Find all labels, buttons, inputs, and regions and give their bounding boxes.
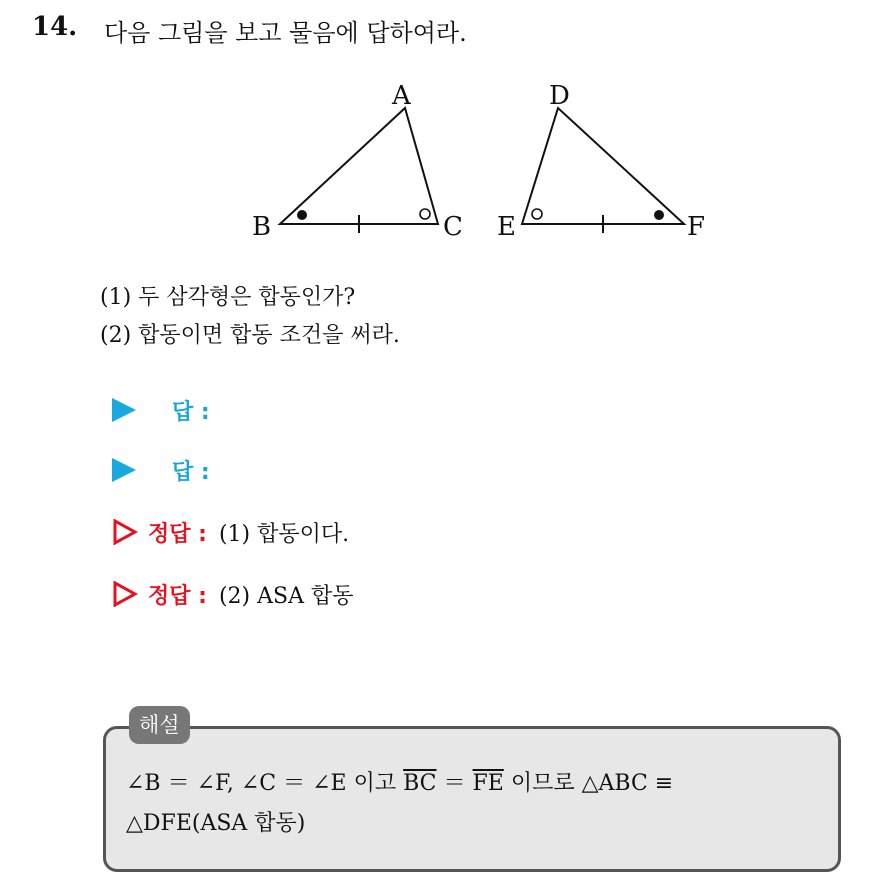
answer-row-2[interactable] <box>112 452 222 488</box>
correct-answer-row-2 <box>112 576 353 612</box>
angle-mark-f <box>654 210 664 220</box>
sub-question-text: 두 삼각형은 합동인가? <box>138 285 356 310</box>
correct-answer-row-1 <box>112 514 349 550</box>
angle-mark-b <box>297 210 307 220</box>
segment-bc: $\overline{BC}$ <box>403 771 437 796</box>
segment-fe: $\overline{FE}$ <box>472 771 504 796</box>
solution-tag: 해설 <box>129 706 190 744</box>
solution-line-2: △DFE(ASA 합동) <box>126 811 306 836</box>
vertex-label-c: C <box>443 212 463 242</box>
sub-question-1 <box>100 280 355 311</box>
sub-question-2 <box>100 318 400 349</box>
solution-text: ∠B ＝ ∠F, ∠C ＝ ∠E 이고 <box>126 771 404 796</box>
play-arrow-icon <box>112 398 136 422</box>
answer-label: 답 : <box>172 399 210 425</box>
solution-box <box>103 726 841 872</box>
correct-answer-value: (2) ASA 합동 <box>218 583 354 609</box>
solution-text: 이므로 △ABC ≡ <box>503 771 674 796</box>
triangle-figure <box>240 78 720 248</box>
play-arrow-icon <box>112 458 136 482</box>
answer-label: 답 : <box>172 459 210 485</box>
angle-mark-e <box>532 209 542 219</box>
vertex-label-b: B <box>252 212 272 242</box>
triangle-def <box>522 108 684 224</box>
sub-question-number: (1) <box>100 285 132 310</box>
vertex-label-f: F <box>687 212 706 242</box>
angle-mark-c <box>420 209 430 219</box>
vertex-label-a: A <box>392 81 411 111</box>
outline-arrow-icon <box>112 519 138 545</box>
correct-answer-label: 정답 : <box>148 521 207 547</box>
triangle-abc <box>280 108 438 224</box>
answer-row-1[interactable] <box>112 392 222 428</box>
vertex-label-d: D <box>549 81 570 111</box>
outline-arrow-icon <box>112 581 138 607</box>
question-number: 14. <box>32 12 78 42</box>
sub-question-number: (2) <box>100 323 132 348</box>
correct-answer-label: 정답 : <box>148 583 207 609</box>
question-text: 다음 그림을 보고 물음에 답하여라. <box>104 19 467 47</box>
solution-line-1 <box>126 766 673 797</box>
vertex-label-e: E <box>497 212 516 242</box>
correct-answer-value: (1) 합동이다. <box>218 521 350 547</box>
solution-text: ＝ <box>436 771 473 796</box>
sub-question-text: 합동이면 합동 조건을 써라. <box>138 323 400 348</box>
